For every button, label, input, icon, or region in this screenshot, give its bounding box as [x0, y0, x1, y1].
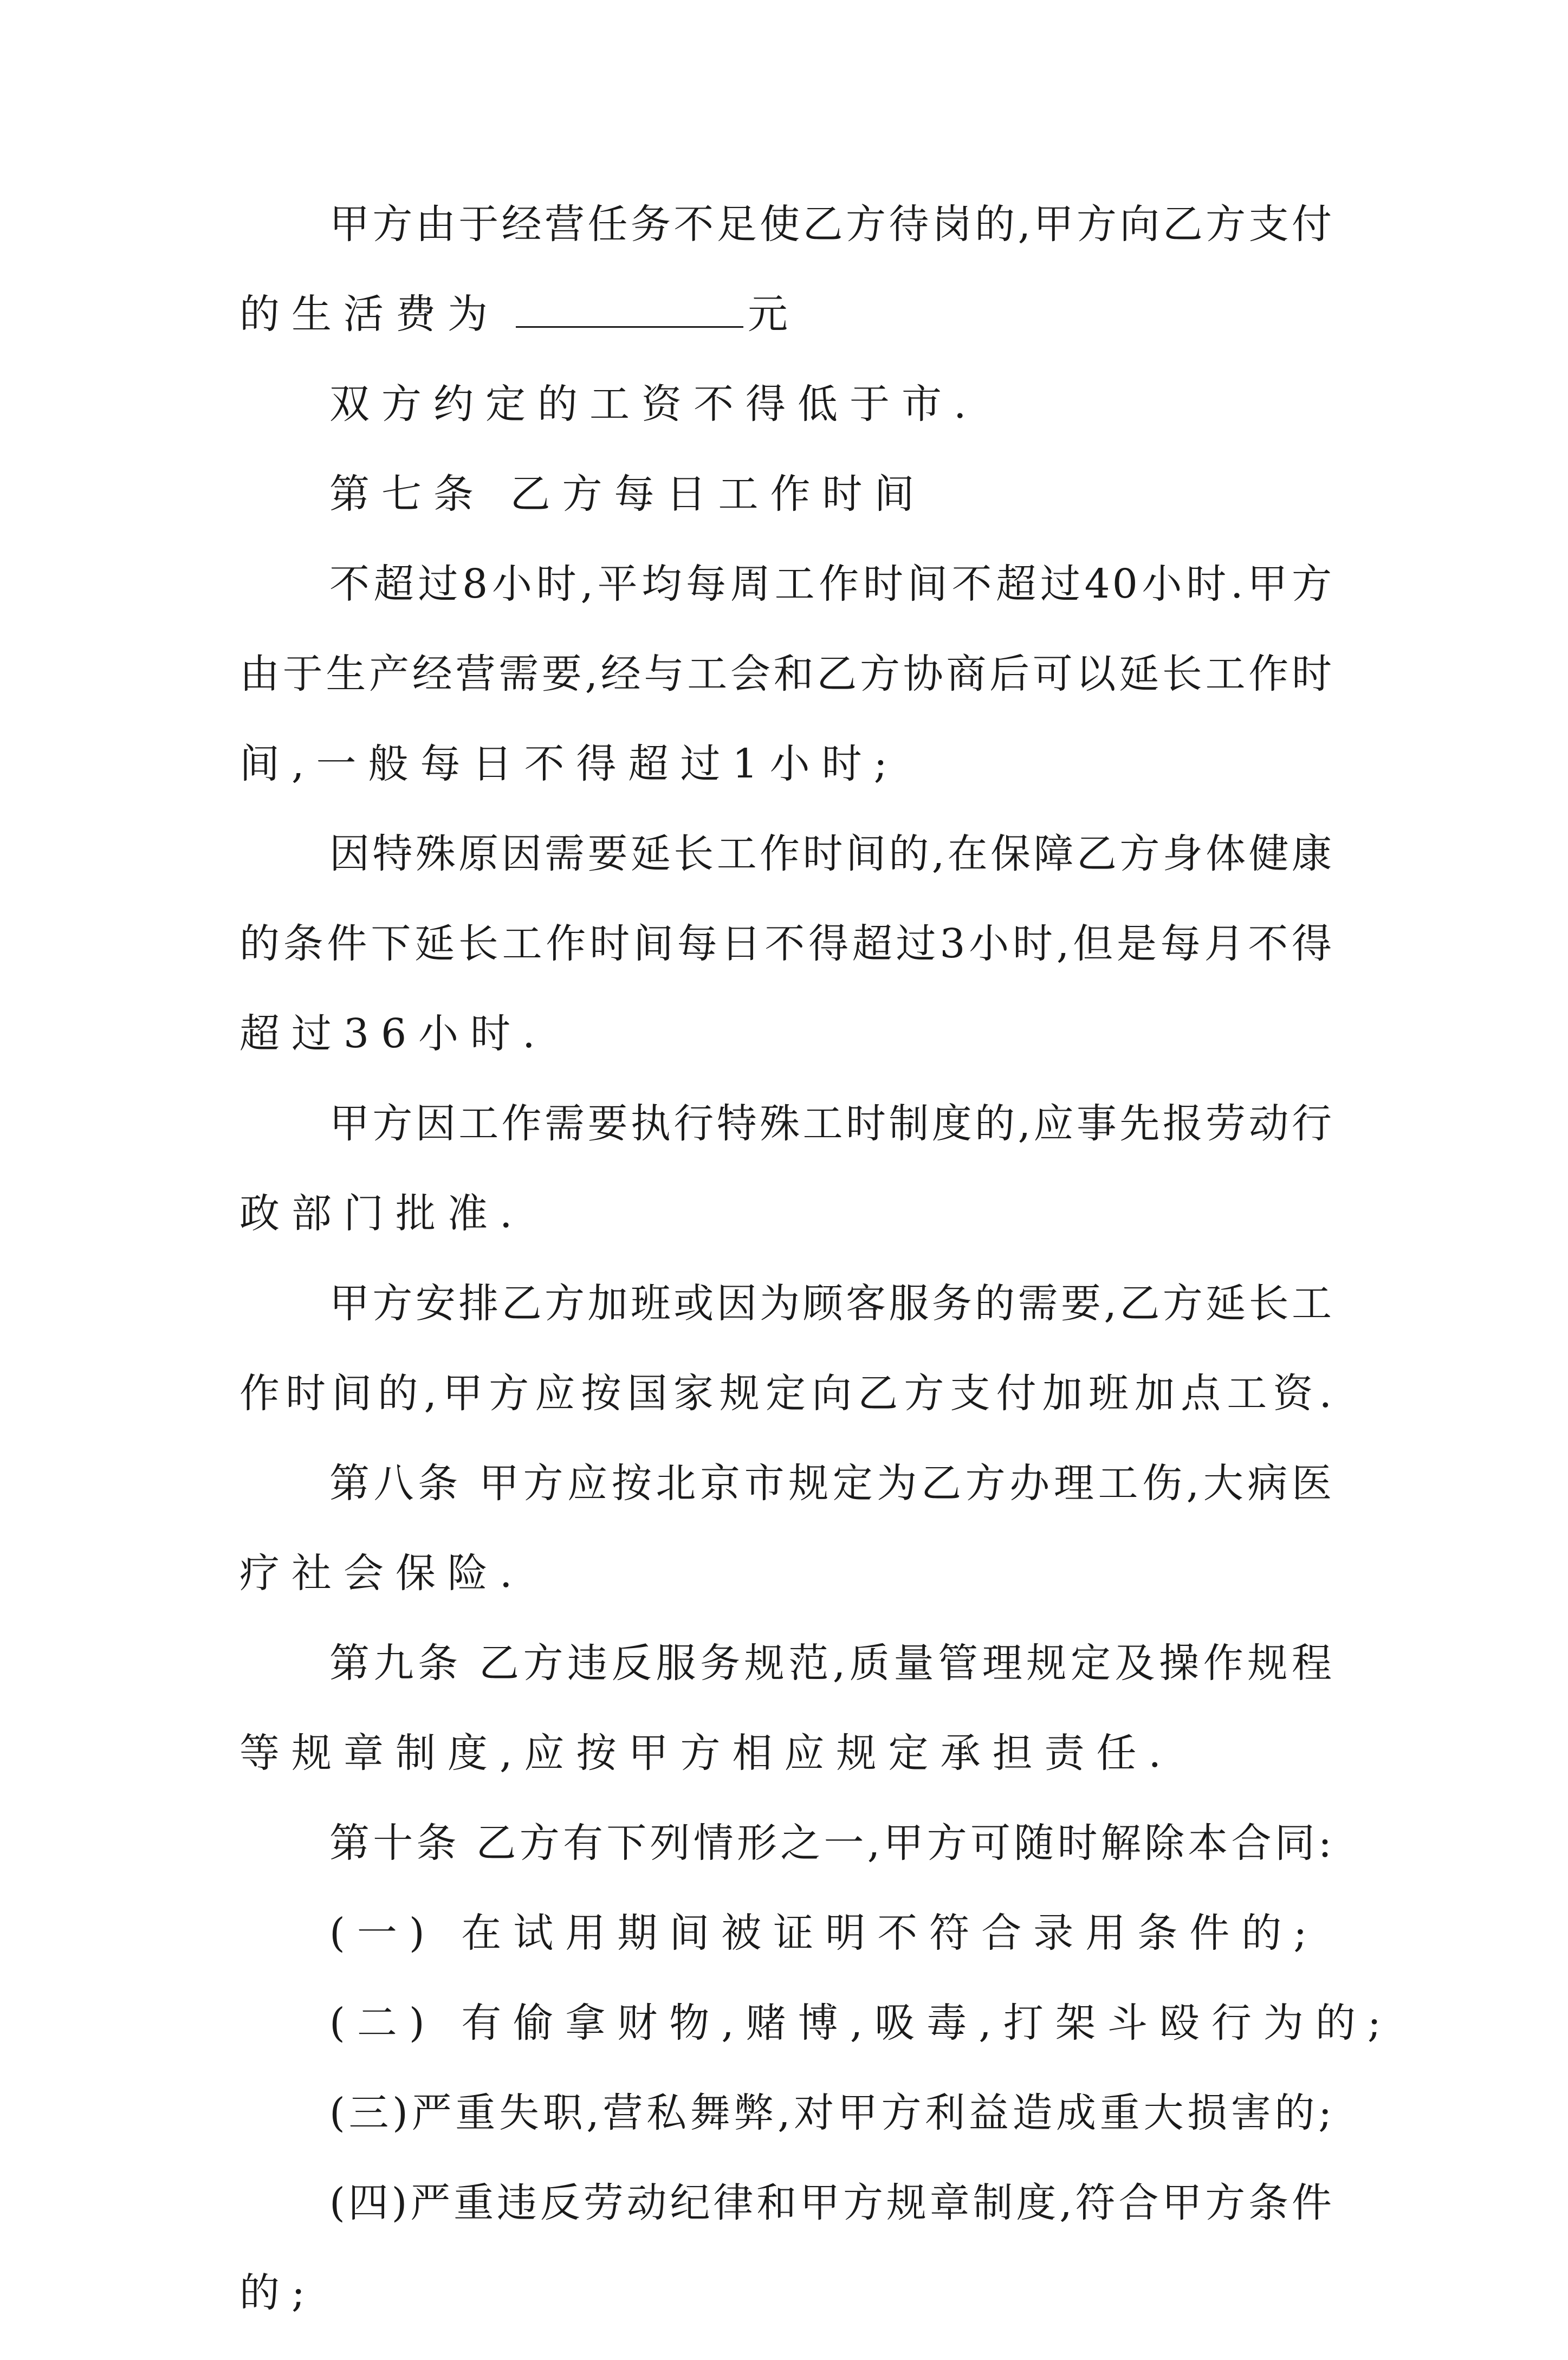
- paragraph-line: 双方约定的工资不得低于市.: [329, 381, 979, 427]
- article-heading: 第九条 乙方违反服务规范,质量管理规定及操作规程: [329, 1640, 1334, 1687]
- paragraph-line: 由于生产经营需要,经与工会和乙方协商后可以延长工作时: [239, 651, 1334, 697]
- paragraph-line: 因特殊原因需要延长工作时间的,在保障乙方身体健康: [329, 831, 1334, 877]
- paragraph-line: 超过36小时.: [239, 1010, 547, 1057]
- document-body: [239, 201, 1393, 2360]
- paragraph-line: 的条件下延长工作时间每日不得超过3小时,但是每月不得: [239, 920, 1334, 967]
- paragraph-line: [239, 291, 1334, 338]
- currency-unit: 元: [748, 291, 800, 338]
- paragraph-line: 甲方由于经营任务不足使乙方待岗的,甲方向乙方支付: [329, 201, 1334, 248]
- living-allowance-label: 的生活费为: [239, 291, 500, 338]
- paragraph-line: 甲方因工作需要执行特殊工时制度的,应事先报劳动行: [329, 1100, 1334, 1147]
- list-item: (三)严重失职,营私舞弊,对甲方利益造成重大损害的;: [329, 2090, 1334, 2136]
- article-heading: 第十条 乙方有下列情形之一,甲方可随时解除本合同:: [329, 1820, 1334, 1866]
- paragraph-line: 间,一般每日不得超过1小时;: [239, 741, 899, 787]
- list-item: (二) 有偷拿财物,赌博,吸毒,打架斗殴行为的;: [329, 2000, 1393, 2046]
- list-item: (四)严重违反劳动纪律和甲方规章制度,符合甲方条件: [329, 2180, 1334, 2226]
- article-heading: 第八条 甲方应按北京市规定为乙方办理工伤,大病医: [329, 1460, 1334, 1507]
- blank-field: [516, 294, 743, 328]
- paragraph-line: 甲方安排乙方加班或因为顾客服务的需要,乙方延长工: [329, 1280, 1334, 1327]
- paragraph-line: 的;: [239, 2270, 317, 2316]
- paragraph-line: 不超过8小时,平均每周工作时间不超过40小时.甲方: [329, 561, 1334, 607]
- article-heading: 第七条 乙方每日工作时间: [329, 471, 926, 517]
- paragraph-line: 等规章制度,应按甲方相应规定承担责任.: [239, 1730, 1174, 1777]
- list-item: (一) 在试用期间被证明不符合录用条件的;: [329, 1910, 1319, 1956]
- paragraph-line: 作时间的,甲方应按国家规定向乙方支付加班加点工资.: [239, 1370, 1334, 1417]
- paragraph-line: 政部门批准.: [239, 1190, 524, 1237]
- paragraph-line: 疗社会保险.: [239, 1550, 524, 1597]
